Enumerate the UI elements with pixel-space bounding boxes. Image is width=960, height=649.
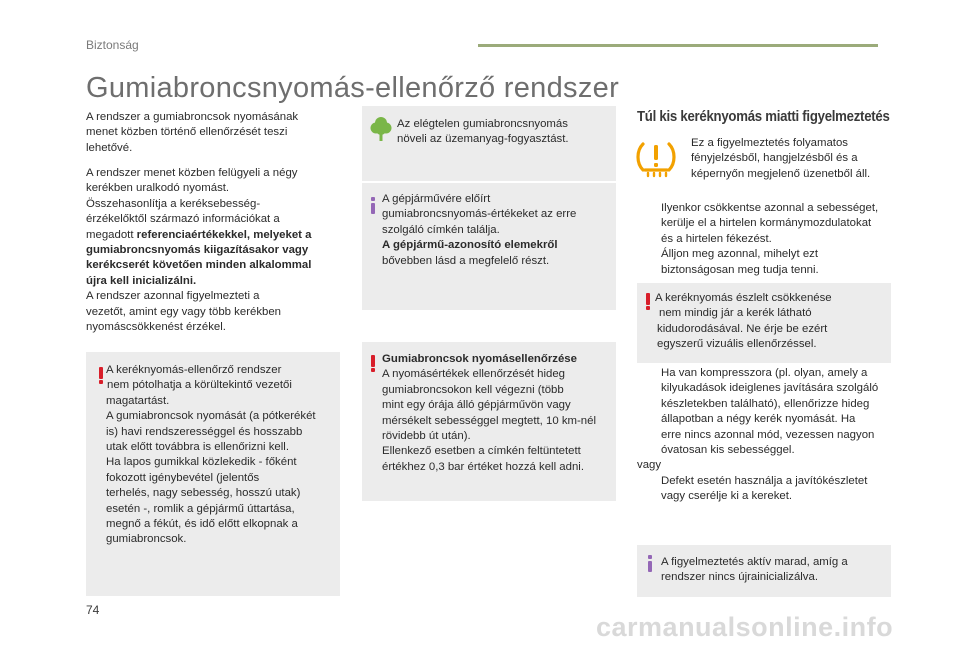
text-line: erre nincs azonnal mód, vezessen nagyon bbox=[661, 428, 875, 441]
text-line: kerülje el a hirtelen kormánymozdulatokat bbox=[661, 217, 872, 230]
tyre-pressure-warning-icon bbox=[635, 136, 677, 178]
text-line: óvatosan kis sebességgel. bbox=[661, 444, 795, 457]
system-description bbox=[86, 166, 341, 335]
text-line: A gumiabroncsok nyomását (a pótkerékét bbox=[106, 410, 316, 423]
text-line: vagy cserélje ki a kereket. bbox=[661, 490, 793, 503]
text-line: biztonságosan meg tudja tenni. bbox=[661, 263, 819, 276]
text-line: A rendszer azonnal figyelmezteti a bbox=[86, 290, 260, 303]
text-line: kilyukadások ideiglenes javítására szolgáló bbox=[661, 382, 879, 395]
page-number: 74 bbox=[86, 603, 100, 617]
text-line: megnő a fékút, és idő előtt elkopnak a bbox=[106, 518, 298, 531]
watermark: carmanualsonline.info bbox=[596, 612, 894, 642]
bold-text: Gumiabroncsok nyomásellenőrzése bbox=[382, 353, 577, 365]
text-line: rövidebb út után). bbox=[382, 430, 471, 443]
text-line bbox=[86, 274, 341, 289]
text-line: gumiabroncsnyomás-értékeket az erre bbox=[382, 208, 577, 221]
bold-text: gumiabroncsnyomás kiigazításakor vagy bbox=[86, 244, 309, 257]
text-line: Ha lapos gumikkal közlekedik - főként bbox=[106, 456, 297, 469]
text-line: menet közben történő ellenőrzését teszi bbox=[86, 126, 288, 139]
text-line: Ha van kompresszora (pl. olyan, amely a bbox=[661, 367, 868, 379]
list-item bbox=[639, 474, 901, 505]
text-line: gumiabroncsok. bbox=[106, 533, 187, 546]
info-box-right bbox=[637, 545, 891, 597]
text-line: A nyomásértékek ellenőrzését hideg bbox=[382, 368, 565, 381]
warning-icon bbox=[645, 293, 651, 310]
warning-box-middle bbox=[362, 342, 616, 501]
text-line: Álljon meg azonnal, mihelyt ezt bbox=[661, 248, 819, 261]
list-item bbox=[639, 366, 901, 458]
text-span: megadott bbox=[86, 228, 137, 241]
text-line bbox=[382, 352, 614, 367]
warning-text bbox=[106, 363, 338, 548]
text-line: nem mindig jár a kerék látható bbox=[659, 307, 812, 320]
warning-text bbox=[382, 352, 614, 475]
text-line bbox=[86, 258, 341, 273]
warning-box-right bbox=[637, 283, 891, 363]
info-box-middle bbox=[362, 183, 616, 310]
text-line: mint egy órája álló gépjárművön vagy bbox=[382, 399, 571, 412]
bold-text: A gépjármű-azonosító elemekről bbox=[382, 239, 558, 252]
text-line: kerékben uralkodó nyomást. bbox=[86, 182, 230, 195]
intro-text bbox=[86, 110, 336, 156]
text-line: lehetővé. bbox=[86, 141, 133, 154]
info-text bbox=[661, 555, 889, 586]
text-line: Ilyenkor csökkentse azonnal a sebességet, bbox=[661, 202, 879, 214]
section-label: Biztonság bbox=[86, 38, 139, 52]
text-line: terhelés, nagy sebesség, hosszú utak) bbox=[106, 487, 301, 500]
text-line: értékhez 0,3 bar értéket hozzá kell adni. bbox=[382, 460, 584, 473]
eco-box bbox=[362, 106, 616, 181]
info-icon bbox=[370, 197, 376, 214]
text-line: képernyőn megjelenő üzenetből áll. bbox=[691, 167, 871, 180]
text-line: is) havi rendszerességgel és hosszabb bbox=[106, 425, 303, 438]
page-title: Gumiabroncsnyomás-ellenőrző rendszer bbox=[86, 72, 620, 104]
text-line: Ez a figyelmeztetés folyamatos bbox=[691, 137, 849, 149]
warning-icon bbox=[370, 355, 376, 372]
text-line: mérsékelt sebességgel megtett, 10 km-nél bbox=[382, 414, 596, 427]
text-line: vezetőt, amint egy vagy több kerékben bbox=[86, 305, 282, 318]
text-line: Összehasonlítja a keréksebesség- bbox=[86, 197, 261, 210]
text-line: A figyelmeztetés aktív marad, amíg a bbox=[661, 556, 848, 568]
text-line: Az elégtelen gumiabroncsnyomás bbox=[397, 118, 568, 130]
text-line: kidudorodásával. Ne érje be ezért bbox=[657, 322, 828, 335]
text-line: nem pótolhatja a körültekintő vezetői bbox=[107, 379, 292, 392]
text-line: A keréknyomás-ellenőrző rendszer bbox=[106, 364, 282, 376]
text-line: A keréknyomás észlelt csökkenése bbox=[655, 292, 832, 304]
or-word: vagy bbox=[637, 459, 662, 472]
tree-icon bbox=[370, 116, 392, 142]
text-line: nyomáscsökkenést érzékel. bbox=[86, 321, 226, 334]
warning-text bbox=[655, 291, 889, 353]
text-line: A rendszer a gumiabroncsok nyomásának bbox=[86, 111, 299, 123]
header-rule bbox=[478, 44, 878, 47]
text-line: A rendszer menet közben felügyeli a négy bbox=[86, 167, 298, 179]
text-line bbox=[382, 238, 614, 253]
action-list bbox=[639, 201, 899, 278]
text-line: utak előtt továbbra is ellenőrizni kell. bbox=[106, 441, 289, 454]
text-line: készletekben található), ellenőrizze hideg bbox=[661, 397, 870, 410]
section-heading: Túl kis keréknyomás miatti figyelmeztetés bbox=[637, 108, 890, 125]
text-line: A gépjárművére előírt bbox=[382, 193, 491, 205]
warning-box-left bbox=[86, 352, 340, 596]
list-item bbox=[639, 247, 899, 278]
warning-icon bbox=[98, 367, 104, 384]
text-line: növeli az üzemanyag-fogyasztást. bbox=[397, 133, 569, 146]
text-line: magatartást. bbox=[106, 394, 170, 407]
text-line: szolgáló címkén találja. bbox=[382, 223, 500, 236]
bold-text: referenciaértékekkel, melyeket a bbox=[136, 228, 312, 241]
text-line bbox=[86, 243, 341, 258]
warning-description bbox=[691, 136, 891, 182]
text-line: Defekt esetén használja a javítókészletet bbox=[661, 474, 868, 487]
text-line bbox=[86, 228, 341, 243]
bold-text: kerékcserét követően minden alkalommal bbox=[86, 259, 312, 272]
text-line: esetén -, romlik a gépjármű úttartása, bbox=[106, 502, 295, 515]
text-line: Ellenkező esetben a címkén feltüntetett bbox=[382, 445, 581, 458]
text-line: fokozott igénybevétel (jelentős bbox=[106, 471, 260, 484]
text-line: érzékelőktől származó információkat a bbox=[86, 213, 280, 226]
text-line: rendszer nincs újrainicializálva. bbox=[661, 571, 819, 584]
info-icon bbox=[647, 555, 653, 572]
eco-text bbox=[397, 117, 612, 148]
text-line: egyszerű vizuális ellenőrzéssel. bbox=[657, 338, 817, 351]
text-line: és a hirtelen fékezést. bbox=[661, 232, 772, 245]
text-line: bővebben lásd a megfelelő részt. bbox=[382, 254, 550, 267]
text-line: fényjelzésből, hangjelzésből és a bbox=[691, 152, 858, 165]
repair-list bbox=[639, 366, 901, 505]
text-line: állapotban a négy kerék nyomását. Ha bbox=[661, 413, 856, 426]
text-line: gumiabroncsokon kell végezni (több bbox=[382, 383, 564, 396]
info-text bbox=[382, 192, 614, 269]
bold-text: újra kell inicializálni. bbox=[86, 274, 197, 287]
list-item bbox=[639, 201, 899, 247]
